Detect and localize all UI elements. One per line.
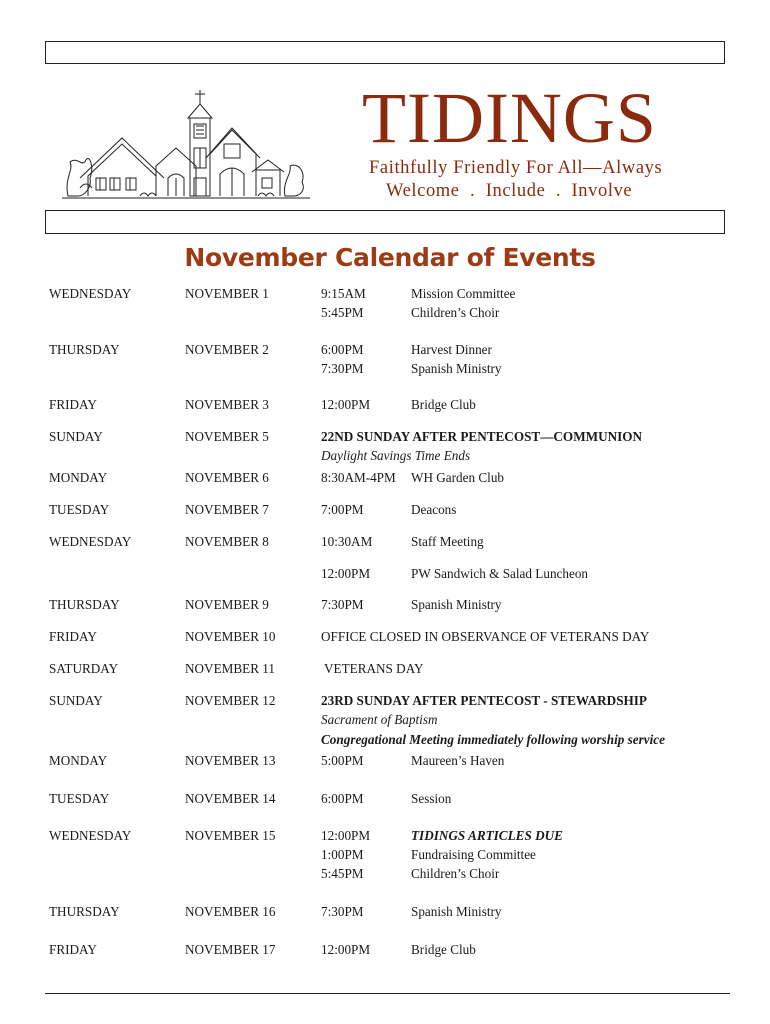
- event-day: FRIDAY: [49, 629, 97, 644]
- tagline-secondary: Welcome . Include . Involve: [386, 181, 633, 201]
- event-item: Fundraising Committee: [411, 847, 536, 862]
- header-top-frame: [45, 41, 725, 64]
- event-day: FRIDAY: [49, 942, 97, 957]
- event-date: NOVEMBER 16: [185, 904, 276, 919]
- event-day: TUESDAY: [49, 502, 110, 517]
- event-item: Mission Committee: [411, 286, 516, 301]
- event-day: THURSDAY: [49, 342, 120, 357]
- event-time: 8:30AM-4PM: [321, 470, 396, 485]
- event-time: 10:30AM: [321, 534, 373, 549]
- event-date: NOVEMBER 11: [185, 661, 275, 676]
- event-time: 9:15AM: [321, 286, 366, 301]
- event-item: Bridge Club: [411, 397, 476, 412]
- event-time: 12:00PM: [321, 828, 371, 843]
- event-time: 12:00PM: [321, 566, 371, 581]
- event-date: NOVEMBER 7: [185, 502, 269, 517]
- event-item: Harvest Dinner: [411, 342, 492, 357]
- event-day: TUESDAY: [49, 791, 110, 806]
- event-date: NOVEMBER 14: [185, 791, 276, 806]
- event-note: Daylight Savings Time Ends: [321, 448, 471, 463]
- event-day: MONDAY: [49, 753, 108, 768]
- event-note: Sacrament of Baptism: [321, 712, 438, 727]
- event-item: Children’s Choir: [411, 866, 500, 881]
- event-time: 5:00PM: [321, 753, 364, 768]
- event-item: Maureen’s Haven: [411, 753, 505, 768]
- event-item: Spanish Ministry: [411, 361, 502, 376]
- event-day: SUNDAY: [49, 693, 103, 708]
- event-note: 23RD SUNDAY AFTER PENTECOST - STEWARDSHIP: [321, 693, 647, 708]
- event-date: NOVEMBER 12: [185, 693, 276, 708]
- event-date: NOVEMBER 10: [185, 629, 276, 644]
- event-day: WEDNESDAY: [49, 828, 132, 843]
- event-item: PW Sandwich & Salad Luncheon: [411, 566, 589, 581]
- church-illustration: [60, 78, 315, 206]
- header-bottom-frame: [45, 210, 725, 234]
- event-date: NOVEMBER 17: [185, 942, 276, 957]
- event-date: NOVEMBER 1: [185, 286, 269, 301]
- event-time: 12:00PM: [321, 397, 371, 412]
- event-item: Children’s Choir: [411, 305, 500, 320]
- event-time: 7:30PM: [321, 597, 364, 612]
- event-date: NOVEMBER 2: [185, 342, 269, 357]
- event-item: WH Garden Club: [411, 470, 505, 485]
- newsletter-title: TIDINGS: [362, 78, 657, 158]
- event-note: 22ND SUNDAY AFTER PENTECOST—COMMUNION: [321, 429, 643, 444]
- event-item: Session: [411, 791, 452, 806]
- footer-rule: [45, 993, 730, 994]
- event-day: THURSDAY: [49, 597, 120, 612]
- tagline-primary: Faithfully Friendly For All—Always: [369, 158, 663, 178]
- event-time: 7:30PM: [321, 361, 364, 376]
- event-item: TIDINGS ARTICLES DUE: [411, 828, 563, 843]
- event-date: NOVEMBER 13: [185, 753, 276, 768]
- event-day: WEDNESDAY: [49, 286, 132, 301]
- event-day: THURSDAY: [49, 904, 120, 919]
- event-item: Spanish Ministry: [411, 597, 502, 612]
- event-time: 6:00PM: [321, 342, 364, 357]
- event-date: NOVEMBER 5: [185, 429, 269, 444]
- event-date: NOVEMBER 6: [185, 470, 269, 485]
- event-time: 5:45PM: [321, 305, 364, 320]
- event-item: Deacons: [411, 502, 457, 517]
- event-item: Spanish Ministry: [411, 904, 502, 919]
- event-time: 12:00PM: [321, 942, 371, 957]
- event-time: 7:00PM: [321, 502, 364, 517]
- event-day: MONDAY: [49, 470, 108, 485]
- event-day: WEDNESDAY: [49, 534, 132, 549]
- event-note: VETERANS DAY: [324, 661, 424, 676]
- calendar-heading: November Calendar of Events: [184, 243, 596, 272]
- event-day: SATURDAY: [49, 661, 119, 676]
- event-time: 6:00PM: [321, 791, 364, 806]
- event-date: NOVEMBER 8: [185, 534, 269, 549]
- event-day: FRIDAY: [49, 397, 97, 412]
- event-item: Staff Meeting: [411, 534, 484, 549]
- event-date: NOVEMBER 15: [185, 828, 276, 843]
- event-note: Congregational Meeting immediately following worship service: [321, 732, 665, 747]
- event-day: SUNDAY: [49, 429, 103, 444]
- event-date: NOVEMBER 9: [185, 597, 269, 612]
- event-time: 7:30PM: [321, 904, 364, 919]
- event-time: 5:45PM: [321, 866, 364, 881]
- event-date: NOVEMBER 3: [185, 397, 269, 412]
- event-time: 1:00PM: [321, 847, 364, 862]
- event-item: Bridge Club: [411, 942, 476, 957]
- event-note: OFFICE CLOSED IN OBSERVANCE OF VETERANS DAY: [321, 629, 650, 644]
